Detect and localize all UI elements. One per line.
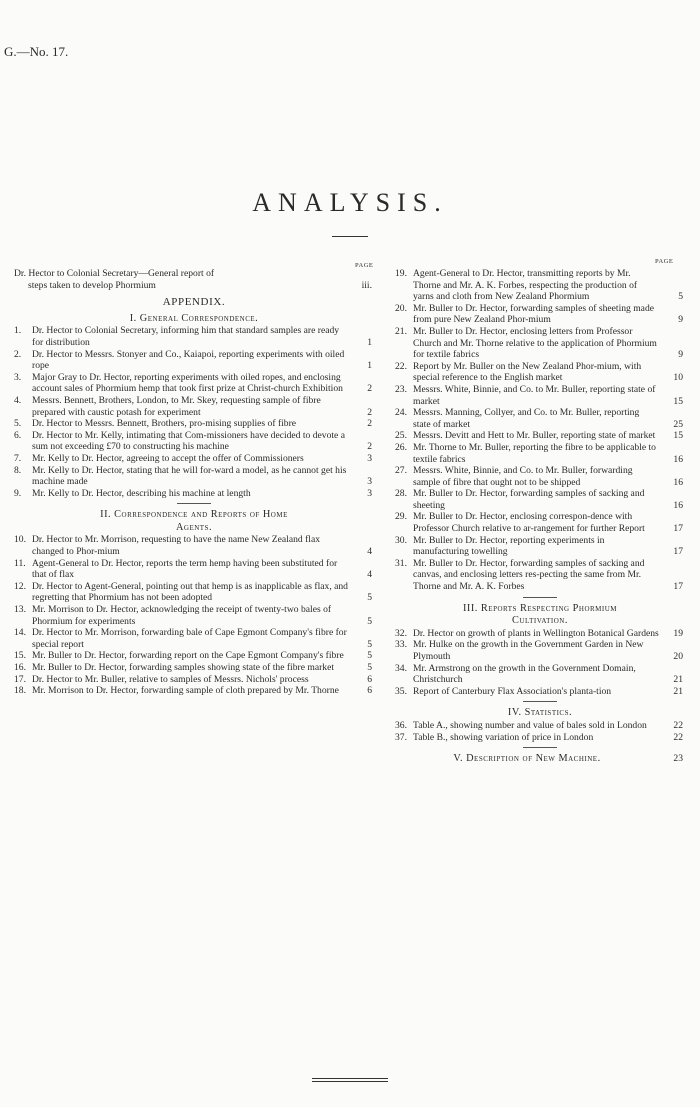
- entry-text: Mr. Buller to Dr. Hector, reporting experiments in manufacturing towelling: [413, 534, 605, 558]
- entry-text: Messrs. Devitt and Hett to Mr. Buller, reporting state of market: [413, 430, 656, 442]
- entry-text: Dr. Hector on growth of plants in Wellington Botanical Gardens: [413, 627, 659, 639]
- document-reference: G.—No. 17.: [4, 44, 69, 59]
- index-entry: [14, 650, 374, 662]
- entry-text: Messrs. White, Binnie, and Co. to Mr. Buller, reporting state of market: [413, 383, 656, 407]
- index-entry: [395, 268, 685, 303]
- entry-text: Dr. Hector to Agent-General, pointing out that hemp is as inapplicable as flax, and regretting that Phormium has not been adopted: [32, 580, 348, 604]
- intro-page: iii.: [361, 279, 372, 291]
- entry-text: Dr. Hector to Mr. Buller, relative to samples of Messrs. Nichols' process: [32, 673, 309, 685]
- index-entry: [14, 685, 374, 697]
- footer-rule-2: [312, 1081, 388, 1082]
- entry-text: Mr. Buller to Dr. Hector, forwarding samples of sacking and canvas, and enclosing letters res-pecting the same from Mr. Thorne and Mr. A. K. Forbes: [413, 557, 645, 593]
- index-entry: [395, 430, 685, 442]
- entry-number: 32.: [395, 627, 407, 639]
- index-entry: [14, 325, 374, 348]
- entry-page: 4: [367, 546, 372, 558]
- entry-page: 16: [673, 499, 683, 511]
- entry-number: 34.: [395, 662, 407, 674]
- entry-page: 21: [673, 674, 683, 686]
- index-entry: [14, 418, 374, 430]
- entry-text: Mr. Hulke on the growth in the Government Garden in New Plymouth: [413, 639, 644, 662]
- entry-page: 16: [673, 476, 683, 488]
- index-entry: [395, 326, 685, 361]
- left-column: [14, 268, 374, 697]
- entry-text: Mr. Kelly to Dr. Hector, agreeing to accept the offer of Commissioners: [32, 452, 304, 464]
- entry-number: 18.: [14, 685, 26, 697]
- entry-page: 3: [367, 487, 372, 499]
- entry-text: Agent-General to Dr. Hector, transmitting reports by Mr. Thorne and Mr. A. K. Forbes, respecting the production of yarns and cloth from New Zealand Phormium: [413, 268, 638, 303]
- section-separator: [523, 701, 557, 702]
- index-entry: [395, 361, 685, 384]
- index-entry: [395, 511, 685, 534]
- entry-text: Mr. Buller to Dr. Hector, forwarding samples of sacking and sheeting: [413, 488, 645, 511]
- entry-number: 3.: [14, 371, 22, 383]
- entry-text: Mr. Buller to Dr. Hector, enclosing letters from Professor Church and Mr. Thorne relative to the application of Phormium for textile fabrics: [413, 325, 657, 361]
- index-entry: [14, 604, 374, 627]
- entry-text: Major Gray to Dr. Hector, reporting experiments with oiled ropes, and enclosing account sales of Phormium hemp that took first prize at Christ-church Exhibition: [32, 371, 343, 395]
- entry-text: Agent-General to Dr. Hector, reports the term hemp having been substituted for that of flax: [32, 557, 338, 581]
- index-entry: [14, 453, 374, 465]
- entry-page: 4: [367, 569, 372, 581]
- section-separator: [523, 597, 557, 598]
- index-entry: [14, 430, 374, 453]
- index-entry: [395, 384, 685, 407]
- entry-text: Dr. Hector to Mr. Morrison, forwarding bale of Cape Egmont Company's fibre for special report: [32, 627, 347, 650]
- entry-text: Mr. Kelly to Dr. Hector, stating that he will for-ward a model, as he cannot get his machine made: [32, 464, 347, 488]
- section-heading-home-agents-2: Agents.: [175, 521, 213, 533]
- right-entry-list-2: [395, 628, 685, 698]
- entry-text: Messrs. White, Binnie, and Co. to Mr. Buller, forwarding sample of fibre that ought not to be shipped: [413, 465, 633, 488]
- index-entry: [14, 395, 374, 418]
- entry-number: 27.: [395, 465, 407, 477]
- entry-number: 23.: [395, 383, 407, 395]
- entry-page: 3: [367, 452, 372, 464]
- entry-number: 36.: [395, 719, 407, 731]
- section-heading-new-machine-row: [395, 753, 685, 765]
- index-entry: [14, 372, 374, 395]
- entry-page: 1: [367, 336, 372, 348]
- index-entry: [14, 465, 374, 488]
- entry-page: 15: [673, 395, 683, 407]
- entry-number: 28.: [395, 488, 407, 500]
- index-entry: [395, 488, 685, 511]
- index-entry: [395, 639, 685, 662]
- entry-page: 17: [673, 581, 683, 593]
- index-entry: [395, 442, 685, 465]
- right-column: [395, 268, 685, 765]
- entry-number: 17.: [14, 673, 26, 685]
- entry-page: 5: [367, 650, 372, 662]
- index-entry: [14, 488, 374, 500]
- entry-page: 10: [673, 372, 683, 384]
- appendix-heading: APPENDIX.: [162, 296, 226, 309]
- entry-page: 15: [673, 430, 683, 442]
- left-entry-list-1: [14, 325, 374, 499]
- entry-page: 9: [678, 314, 683, 326]
- entry-page: 1: [367, 360, 372, 372]
- index-entry: [14, 627, 374, 650]
- entry-number: 21.: [395, 325, 407, 337]
- entry-number: 12.: [14, 580, 26, 592]
- entry-number: 13.: [14, 604, 26, 616]
- entry-number: 31.: [395, 557, 407, 569]
- entry-page: 5: [678, 291, 683, 303]
- entry-number: 5.: [14, 418, 22, 430]
- entry-page: 17: [673, 523, 683, 535]
- index-entry: [395, 663, 685, 686]
- entry-number: 22.: [395, 360, 407, 372]
- entry-text: Mr. Morrison to Dr. Hector, acknowledging the receipt of twenty-two bales of Phormium for experiments: [32, 604, 332, 627]
- entry-number: 11.: [14, 557, 26, 569]
- entry-page: 5: [367, 662, 372, 673]
- entry-text: Mr. Buller to Dr. Hector, forwarding report on the Cape Egmont Company's fibre: [32, 650, 344, 662]
- entry-number: 29.: [395, 511, 407, 523]
- entry-number: 20.: [395, 302, 407, 314]
- entry-page: 6: [367, 685, 372, 697]
- entry-page: 9: [678, 349, 683, 361]
- intro-line-2: steps taken to develop Phormium: [28, 279, 156, 291]
- entry-number: 6.: [14, 429, 22, 441]
- section-heading-phormium-cultivation-2: Cultivation.: [512, 615, 568, 627]
- entry-number: 24.: [395, 407, 407, 419]
- entry-page: 5: [367, 592, 372, 604]
- index-entry: [395, 720, 685, 732]
- intro-entry: [14, 268, 374, 291]
- entry-text: Dr. Hector to Mr. Kelly, intimating that Com-missioners have decided to devote a sum not exceeding £70 to constructing his machine: [32, 429, 345, 453]
- entry-number: 16.: [14, 662, 26, 673]
- index-entry: [395, 303, 685, 326]
- section-heading-home-agents-1: II. Correspondence and Reports of Home: [100, 509, 288, 521]
- index-entry: [395, 686, 685, 698]
- entry-page: 5: [367, 615, 372, 627]
- index-entry: [395, 732, 685, 744]
- entry-number: 26.: [395, 441, 407, 453]
- entry-page: 6: [367, 673, 372, 685]
- entry-text: Mr. Buller to Dr. Hector, enclosing correspon-dence with Professor Church relative to ar-rangement for further Report: [413, 511, 645, 535]
- entry-text: Mr. Buller to Dr. Hector, forwarding samples of sheeting made from pure New Zealand Phor-mium: [413, 302, 654, 326]
- entry-text: Messrs. Manning, Collyer, and Co. to Mr. Buller, reporting state of market: [413, 407, 640, 430]
- entry-page: 20: [673, 651, 683, 662]
- entry-text: Mr. Buller to Dr. Hector, forwarding samples showing state of the fibre market: [32, 662, 335, 673]
- entry-page: 2: [367, 441, 372, 453]
- entry-number: 30.: [395, 534, 407, 546]
- entry-text: Dr. Hector to Messrs. Stonyer and Co., Kaiapoi, reporting experiments with oiled rope: [32, 348, 345, 372]
- entry-page: 16: [673, 453, 683, 465]
- entry-text: Dr. Hector to Messrs. Bennett, Brothers, pro-mising supplies of fibre: [32, 418, 297, 430]
- index-entry: [14, 674, 374, 686]
- entry-page: 17: [673, 546, 683, 558]
- entry-number: 2.: [14, 348, 22, 360]
- entry-text: Messrs. Bennett, Brothers, London, to Mr. Skey, requesting sample of fibre prepared with caustic potash for experiment: [32, 394, 321, 418]
- entry-page: 19: [673, 627, 683, 639]
- section-separator: [177, 503, 211, 504]
- entry-number: 4.: [14, 394, 22, 406]
- right-entry-list-1: [395, 268, 685, 593]
- index-entry: [14, 349, 374, 372]
- footer-rule: [312, 1078, 388, 1079]
- entry-text: Table A., showing number and value of bales sold in London: [413, 719, 647, 731]
- entry-page: 22: [673, 719, 683, 731]
- index-entry: [14, 534, 374, 557]
- entry-text: Dr. Hector to Colonial Secretary, informing him that standard samples are ready for distribution: [32, 325, 340, 348]
- entry-number: 35.: [395, 685, 407, 697]
- index-entry: [14, 662, 374, 674]
- entry-page: 2: [367, 418, 372, 430]
- entry-number: 8.: [14, 464, 22, 476]
- index-entry: [395, 535, 685, 558]
- entry-text: Mr. Armstrong on the growth in the Government Domain, Christchurch: [413, 662, 636, 686]
- entry-number: 9.: [14, 487, 22, 499]
- entry-text: Mr. Thorne to Mr. Buller, reporting the fibre to be applicable to textile fabrics: [413, 441, 656, 465]
- entry-number: 10.: [14, 534, 26, 546]
- entry-number: 33.: [395, 639, 407, 651]
- entry-text: Dr. Hector to Mr. Morrison, requesting to have the name New Zealand flax changed to Phor-mium: [32, 534, 320, 558]
- entry-number: 37.: [395, 731, 407, 743]
- index-entry: [14, 581, 374, 604]
- left-entry-list-2: [14, 534, 374, 696]
- entry-text: Report by Mr. Buller on the New Zealand Phor-mium, with special reference to the English market: [413, 360, 642, 384]
- entry-page: 5: [367, 638, 372, 650]
- section-heading-statistics: IV. Statistics.: [507, 707, 573, 719]
- index-entry: [14, 558, 374, 581]
- right-entry-list-3: [395, 720, 685, 743]
- entry-text: Report of Canterbury Flax Association's planta-tion: [413, 685, 612, 697]
- entry-page: 2: [367, 406, 372, 418]
- entry-page: 21: [673, 685, 683, 697]
- page-column-label-right: PAGE: [655, 258, 674, 265]
- entry-number: 19.: [395, 268, 407, 279]
- entry-number: 25.: [395, 430, 407, 442]
- entry-text: Table B., showing variation of price in London: [413, 731, 594, 743]
- entry-number: 15.: [14, 650, 26, 662]
- title-rule: [332, 236, 368, 237]
- section-new-machine-page: 23: [673, 753, 683, 765]
- index-entry: [395, 465, 685, 488]
- entry-page: 3: [367, 476, 372, 488]
- entry-number: 1.: [14, 325, 22, 337]
- entry-page: 2: [367, 383, 372, 395]
- entry-page: 22: [673, 731, 683, 743]
- entry-number: 7.: [14, 452, 22, 464]
- entry-text: Mr. Kelly to Dr. Hector, describing his machine at length: [32, 487, 251, 499]
- section-heading-phormium-cultivation-1: III. Reports Respecting Phormium: [462, 602, 618, 614]
- index-entry: [395, 628, 685, 640]
- entry-text: Mr. Morrison to Dr. Hector, forwarding sample of cloth prepared by Mr. Thorne: [32, 685, 339, 697]
- index-entry: [395, 558, 685, 593]
- intro-line-1: Dr. Hector to Colonial Secretary—General report of: [14, 268, 215, 279]
- entry-page: 25: [673, 418, 683, 430]
- index-entry: [395, 407, 685, 430]
- entry-number: 14.: [14, 627, 26, 639]
- section-heading-general-correspondence: I. General Correspondence.: [129, 312, 259, 324]
- section-heading-new-machine: V. Description of New Machine.: [453, 753, 601, 765]
- page-title: ANALYSIS.: [252, 188, 448, 217]
- page-column-label-left: PAGE: [355, 262, 374, 269]
- section-separator: [523, 747, 557, 748]
